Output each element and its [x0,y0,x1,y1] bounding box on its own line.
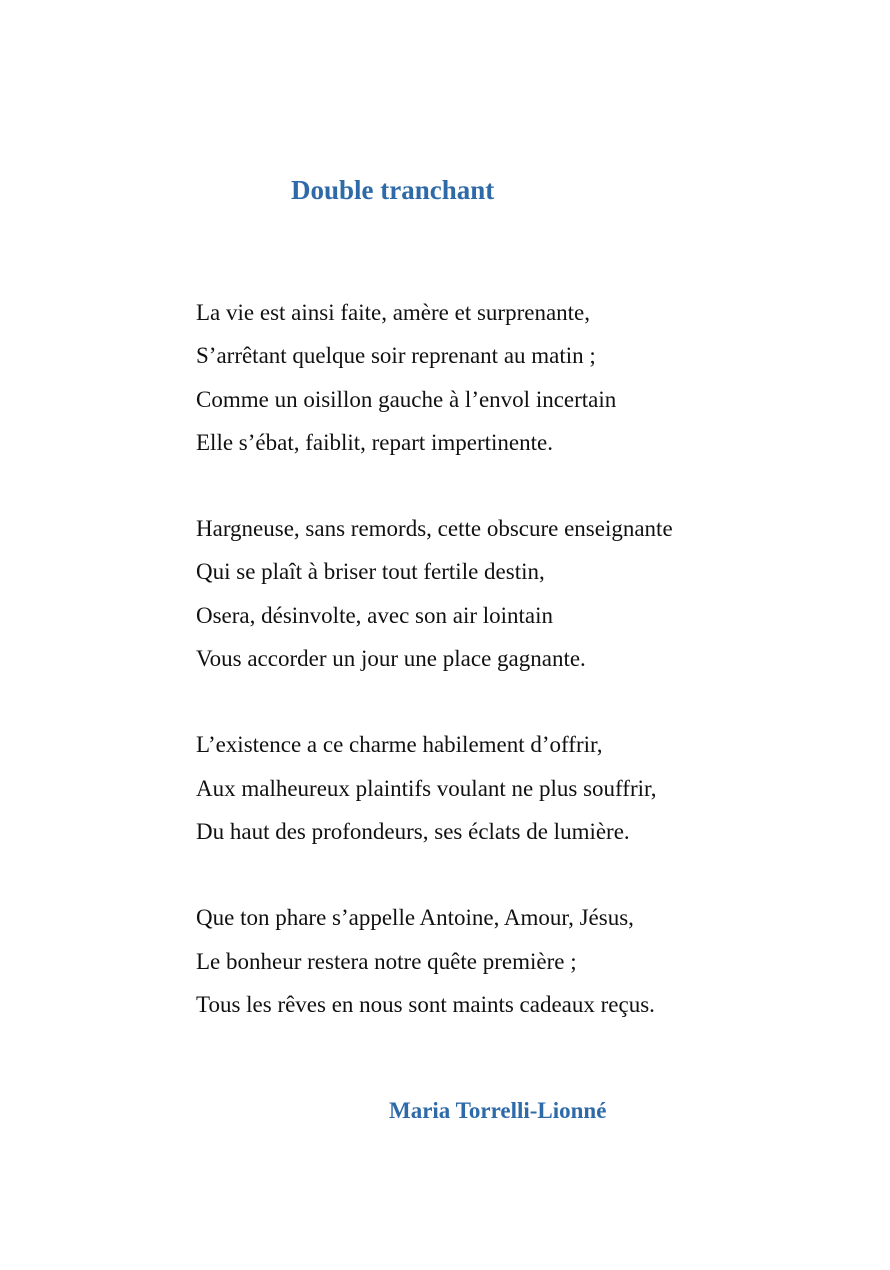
verse-line: Comme un oisillon gauche à l’envol incertain [196,386,617,412]
stanza-3 [196,723,816,853]
verse-line: L’existence a ce charme habilement d’offrir, [196,732,603,758]
verse-line: La vie est ainsi faite, amère et surprenante, [196,300,591,325]
verse-line: S’arrêtant quelque soir reprenant au matin ; [196,343,596,369]
verse-line: Vous accorder un jour une place gagnante. [196,646,586,672]
verse-line: Tous les rêves en nous sont maints cadeaux reçus. [196,991,655,1017]
verse-line: Hargneuse, sans remords, cette obscure enseignante [196,516,673,542]
verse-line: Aux malheureux plaintifs voulant ne plus souffrir, [196,775,657,801]
verse-line: Elle s’ébat, faiblit, repart impertinente. [196,429,553,455]
verse-line: Le bonheur restera notre quête première ; [196,948,577,974]
verse-line: Qui se plaît à briser tout fertile destin, [196,559,545,585]
verse-line: Du haut des profondeurs, ses éclats de lumière. [196,818,630,844]
verse-line: Que ton phare s’appelle Antoine, Amour, Jésus, [196,905,634,931]
poem-body [196,291,816,1069]
verse-line: Osera, désinvolte, avec son air lointain [196,602,554,628]
poem-title: Double tranchant [291,175,495,205]
stanza-4 [196,896,816,1026]
author-signature: Maria Torrelli-Lionné [389,1098,607,1123]
stanza-2 [196,507,816,680]
stanza-1 [196,291,816,464]
